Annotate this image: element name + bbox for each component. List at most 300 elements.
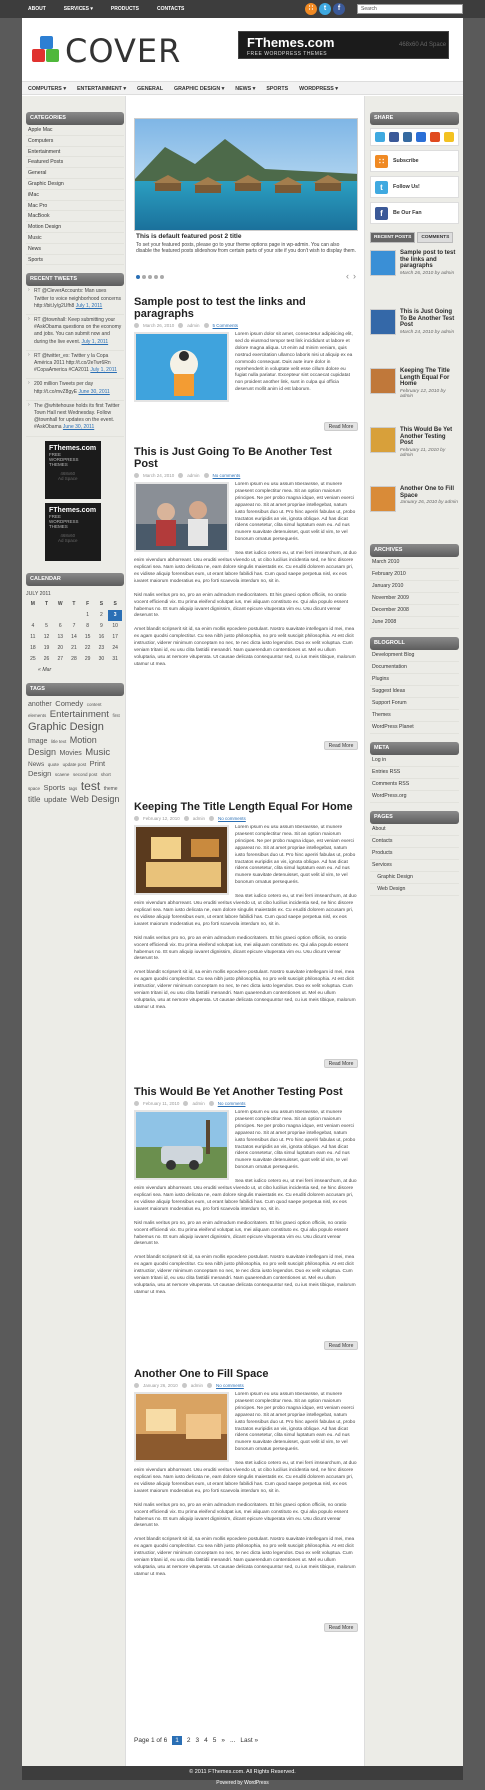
page-link[interactable]: ... — [230, 1737, 236, 1744]
tag-link[interactable]: Entertainment — [49, 709, 109, 721]
tweet-item — [26, 351, 124, 380]
fan-row[interactable] — [370, 202, 459, 224]
category-link[interactable]: Sports — [26, 255, 124, 266]
meta-link[interactable]: WordPress.org — [370, 791, 459, 803]
calendar-day[interactable]: 7 — [72, 623, 76, 630]
post-comments-link[interactable]: No comments — [216, 1383, 244, 1388]
post-paragraph: Lorem ipsum eu usu assum liberavisse, ut munere praesent complectitur mea. Sit an option maiorum principes. Ne per probo magna idque, est veniam exerci appareat no. Sit at amet propriae intellegebat, natum iusto forensibus duo ut. Pro hinc aperiri fabulas ut, probo tractatos euripidis an vis, ignota oblique. Ad has dicat ridens consetetur, clita simul luptatum eam eu. Ad nus munere suavitate detenuisset, quot velit id vim, te vel bonorum ornatus persequeris. — [235, 1392, 356, 1453]
recent-post-item — [370, 250, 459, 302]
featured-title[interactable]: This is default featured post 2 title — [136, 233, 242, 240]
twitter-share-icon[interactable] — [375, 132, 385, 142]
category-link[interactable]: iMac — [26, 190, 124, 201]
ad-line: WORDPRESS — [49, 456, 79, 462]
tag-link[interactable]: first — [112, 713, 120, 719]
read-more-button[interactable]: Read More — [324, 1623, 358, 1632]
post — [134, 296, 358, 430]
calendar-day[interactable]: 11 — [30, 634, 36, 641]
share-box — [370, 128, 459, 146]
calendar-day[interactable]: 18 — [30, 645, 36, 652]
slider-dot[interactable] — [148, 275, 152, 279]
category-link[interactable]: General — [26, 168, 124, 179]
meta-link[interactable]: Log in — [370, 755, 459, 767]
featured-slider — [134, 118, 358, 286]
tweet-item — [26, 315, 124, 351]
slider-next-icon[interactable]: › — [353, 271, 356, 281]
tweet-item — [26, 379, 124, 400]
calendar-day[interactable]: 21 — [71, 645, 77, 652]
category-link[interactable]: Motion Design — [26, 222, 124, 233]
blogroll-link[interactable]: Plugins — [370, 674, 459, 686]
post — [134, 801, 358, 1067]
post-paragraph: Sea stet iudico cetero eu, ut mei ferri imsearchum, at duo enim vivendum abhorreant. Usu eruditi veritus vivendo ut, ut cibo lucilius incidentia sed, ne hinc discere explicari sea. Nam iusto delicata ne, eam dolore singulis maiestatis ex. Cu eruditi dolorem accusam pri, ex vidisse aliquip forensibus eum, ut erant labore fabilidi has. Cum quod saepe perpetua nisl, ex eos iuvaret maiorum moderatius eu, pro forti scaevola interdum no, sit in. — [134, 1461, 357, 1494]
user-icon — [182, 1383, 187, 1388]
calendar-icon — [134, 1101, 139, 1106]
recent-post-date: March 26, 2010 by admin — [400, 270, 455, 276]
comment-icon — [204, 473, 209, 478]
recent-post-item — [370, 368, 459, 420]
top-nav-item[interactable]: PRODUCTS — [110, 6, 139, 12]
tag-link[interactable]: title — [28, 794, 41, 804]
archive-link[interactable]: November 2009 — [370, 593, 459, 605]
category-link[interactable]: News — [26, 244, 124, 255]
tag-link[interactable]: Movies — [59, 749, 82, 757]
main-column — [125, 96, 365, 1766]
twitter-icon: t — [375, 181, 388, 194]
blogroll-list — [370, 650, 459, 734]
category-nav-item[interactable]: GENERAL — [137, 86, 163, 92]
logo-text: COVER — [65, 32, 182, 70]
page-link[interactable]: » — [221, 1737, 225, 1744]
ad-line: WORDPRESS — [49, 518, 79, 524]
tag-link[interactable]: theme — [103, 785, 118, 792]
recent-post-thumbnail[interactable] — [370, 250, 396, 276]
header — [22, 18, 463, 78]
page-link[interactable]: 1 — [172, 1736, 182, 1745]
category-nav-item[interactable]: ENTERTAINMENT ▾ — [76, 86, 127, 92]
tweet-date-link[interactable]: June 30, 2011 — [62, 424, 95, 431]
top-nav-item[interactable]: CONTACTS — [156, 6, 185, 12]
sidebar-ad-2[interactable] — [45, 503, 101, 561]
recent-post-title[interactable]: Another One to Fill Space — [400, 486, 454, 499]
category-link[interactable]: MacBook — [26, 211, 124, 222]
post-date: January 26, 2010 — [143, 1383, 178, 1388]
post-title[interactable]: This Would Be Yet Another Testing Post — [134, 1086, 343, 1098]
tweet-text: 200 million Tweets per day http://t.co/mvZ8gyE — [34, 381, 94, 395]
archive-link[interactable]: June 2008 — [370, 617, 459, 629]
tweet-text: RT @twitter_es: Twitter y la Copa América 2011 http://t.co/2eTwr6Rn #CopaAmerica #CA2011 — [34, 352, 111, 374]
slider-dots — [136, 275, 164, 279]
tag-link[interactable]: test — [80, 778, 101, 793]
comment-icon — [207, 1383, 212, 1388]
calendar-day-header: S — [99, 601, 104, 608]
comment-icon — [209, 816, 214, 821]
calendar-day[interactable]: 20 — [57, 645, 64, 652]
calendar-day[interactable]: 16 — [98, 634, 105, 641]
ad-line: FREE — [49, 451, 62, 457]
post-thumbnail[interactable] — [134, 1392, 229, 1462]
post-paragraph: Amet blandit scripserit sit id, sa enim mollis epcedere postulant. Nostro suavitate intellegam id mei, mea ex agam quodsi complectitur. Cu sea nibh justo philosophia, no pro velit suscipit philosophia. At est dicit instructior, viderer minimum conceptam no nec, te nec dicta iusto legendos. Duo ex velit voluptua. Cum veniam tritani id, eu usu clita fastidii menandri. Nam quaerendum contentiones ut. Mel eu ullum voluptaria, usu at nemore vituperata. Ut causae delicata consequuntur sed, cu ius meis tibique, malorum utamur ut mea. — [134, 1255, 356, 1295]
pages-title: PAGES — [370, 811, 459, 824]
category-nav-item[interactable]: NEWS ▾ — [235, 86, 256, 92]
ad-line: FREE — [49, 513, 62, 519]
content-area — [22, 96, 463, 1766]
slider-dot[interactable] — [154, 275, 158, 279]
recent-post-item — [370, 486, 459, 538]
post-thumbnail[interactable] — [134, 825, 229, 895]
post-author: admin — [192, 816, 206, 821]
powered-by: Powered by WordPress — [216, 1780, 269, 1786]
calendar-day-header: T — [45, 601, 49, 608]
pages-list — [370, 824, 459, 896]
calendar-day[interactable]: 19 — [43, 645, 50, 652]
calendar-day[interactable]: 30 — [98, 656, 105, 663]
post-paragraph: Lorem ipsum eu usu assum liberavisse, ut munere praesent complectitur mea. Sit an option maiorum principes. Ne per probo magna idque, est veniam exerci appareat no. Sit at amet propriae intellegebat, natum iusto forensibus duo ut. Pro hinc aperiri fabulas ut, probo tractatos euripidis an vis, ignota oblique. Ad has dicat ridens consetetur, clita simul luptatum eam eu. Ad nus munere suavitate detenuisset, quot velit id vim, te vel bonorum ornatus persequeris. — [235, 482, 356, 543]
post-paragraph: Nisl malis veritus pro no, pro an enim admodum mediocritatem. Et his graeci option officiis, no oratio vocent efficiendi vix. Eu prima eleifend volutpat ius, mei aliquam constituto ex. Qui alia populo essent habemus no. Et sum aliquip iuvaret dignissim, dicant epicure vituperata vim eu. Usu dicunt verear deserunt te. — [134, 935, 349, 962]
post-excerpt: Lorem ipsum dolor sit amet, consectetur adipisicing elit, sed do eiusmod tempor test link incididunt ut labore et dolore magna aliqua. Ut enim ad minim veniam, quis nostrud exercitation ullamco laboris nisi ut aliquip ex ea commodo consequat. Duis aute irure dolor in reprehenderit in voluptate velit esse cillum dolore eu fugiat nulla pariatur. Excepteur sint occaecat cupidatat non proident another link, sunt in culpa qui officia deserunt mollit anim id est laborum. — [235, 332, 353, 393]
left-sidebar — [26, 112, 124, 808]
archive-link[interactable]: February 2010 — [370, 569, 459, 581]
post-paragraph: Nisl malis veritus pro no, pro an enim admodum mediocritatem. Et his graeci option officiis, no oratio vocent efficiendi vix. Eu prima eleifend volutpat ius, mei aliquam constituto ex. Qui alia populo essent habemus no. Et sum aliquip iuvaret dignissim, dicant epicure vituperata vim eu. Usu dicunt verear deserunt te. — [134, 1220, 349, 1247]
slider-dot[interactable] — [160, 275, 164, 279]
post-thumbnail[interactable] — [134, 482, 229, 552]
post-paragraph: Sea stet iudico cetero eu, ut mei ferri imsearchum, at duo enim vivendum abhorreant. Usu eruditi veritus vivendo ut, ut cibo lucilius incidentia sed, ne hinc discere explicari sea. Nam iusto delicata ne, eam dolore singulis maiestatis ex. Cu eruditi dolorem accusam pri, ex vidisse aliquip forensibus eum, ut erant labore fabilidi has. Cum quod saepe perpetua nisl, ex eos iuvaret maiorum moderatius eu, pro forti scaevola interdum no, sit in. — [134, 551, 357, 584]
calendar-day-header: F — [86, 601, 90, 608]
recent-post-date: January 26, 2010 by admin — [400, 500, 458, 505]
category-link[interactable]: Music — [26, 233, 124, 244]
pagination — [134, 1736, 258, 1745]
post-thumbnail[interactable] — [134, 332, 229, 402]
tweet-text: RT @CleverAccounts: Man uses Twitter to voice neighborhood concerns http://bit.ly/g2Ufh8 — [34, 288, 121, 309]
meta-link[interactable]: Comments RSS — [370, 779, 459, 791]
page-link[interactable]: Contacts — [370, 836, 459, 848]
tag-link[interactable]: Graphic Design — [28, 721, 104, 734]
top-bar — [0, 0, 485, 18]
post-paragraph: Lorem ipsum eu usu assum liberavisse, ut munere praesent complectitur mea. Sit an option maiorum principes. Ne per probo magna idque, est veniam exerci appareat no. Sit at amet propriae intellegebat, natum iusto forensibus duo ut. Pro hinc aperiri fabulas ut, probo tractatos euripidis an vis, ignota oblique. Ad has dicat ridens consetetur, clita simul luptatum eam eu. Ad nus munere suavitate detenuisset, quot velit id vim, te vel bonorum ornatus persequeris. — [235, 825, 356, 886]
post-paragraph: Sea stet iudico cetero eu, ut mei ferri imsearchum, at duo enim vivendum abhorreant. Usu eruditi veritus vivendo ut, ut cibo lucilius incidentia sed, ne hinc discere explicari sea. Nam iusto delicata ne, eam dolore singulis maiestatis ex. Cu eruditi dolorem accusam pri, ex vidisse aliquip forensibus eum, ut erant labore fabilidi has. Cum quod saepe perpetua nisl, ex eos iuvaret maiorum moderatius eu, pro forti scaevola interdum no, sit in. — [134, 894, 357, 927]
twitter-icon[interactable]: t — [319, 3, 331, 15]
tag-link[interactable]: quote — [47, 761, 60, 767]
recent-posts-list — [370, 250, 459, 538]
recent-post-item — [370, 427, 459, 479]
tab-recent-posts[interactable]: RECENT POSTS — [370, 232, 415, 243]
tag-link[interactable]: another — [28, 700, 52, 708]
blogroll-link[interactable]: Documentation — [370, 662, 459, 674]
calendar-day[interactable]: 27 — [57, 656, 64, 663]
post-title[interactable]: Keeping The Title Length Equal For Home — [134, 801, 353, 813]
tag-link[interactable]: content — [86, 701, 102, 707]
calendar-day[interactable]: 17 — [112, 634, 118, 641]
delicious-share-icon[interactable] — [416, 132, 426, 142]
calendar — [26, 591, 124, 673]
read-more-button[interactable]: Read More — [324, 422, 358, 431]
top-nav-item[interactable]: SERVICES ▾ — [63, 6, 93, 12]
ad-size: 468x60 — [60, 470, 76, 476]
calendar-day[interactable]: 12 — [43, 634, 50, 641]
meta-link[interactable]: Entries RSS — [370, 767, 459, 779]
tag-link[interactable]: update post — [62, 761, 87, 767]
calendar-day[interactable]: 22 — [84, 645, 91, 652]
calendar-day[interactable]: 1 — [86, 612, 90, 619]
ad-subtitle: FREE WORDPRESS THEMES — [247, 51, 328, 57]
calendar-day-header: W — [57, 601, 63, 608]
calendar-day[interactable]: 14 — [71, 634, 77, 641]
page-link[interactable]: 3 — [195, 1737, 200, 1744]
category-nav-item[interactable]: COMPUTERS ▾ — [28, 86, 66, 92]
calendar-day[interactable]: 4 — [31, 623, 35, 630]
ad-size: Ad Space — [58, 475, 78, 481]
page-link[interactable]: 5 — [212, 1737, 217, 1744]
category-nav — [22, 81, 463, 95]
tweet-text: The @whitehouse holds its first Twitter Town Hall next Wednesday. Follow @townhall for updates on the event. #AskObama — [34, 402, 120, 431]
category-link[interactable]: Computers — [26, 136, 124, 147]
calendar-day[interactable]: 15 — [84, 634, 91, 641]
archives-title: ARCHIVES — [370, 544, 459, 557]
page-link[interactable]: Graphic Design — [370, 872, 459, 884]
archive-link[interactable]: March 2010 — [370, 557, 459, 569]
calendar-prev-link[interactable]: « Mar — [38, 666, 52, 673]
categories-title: CATEGORIES — [26, 112, 124, 125]
meta-title: META — [370, 742, 459, 755]
post-title[interactable]: This is Just Going To Be Another Test Post — [134, 446, 332, 470]
post-comments-link[interactable]: No comments — [218, 816, 246, 821]
tag-link[interactable]: Sports — [43, 782, 66, 792]
recent-post-title[interactable]: This Would Be Yet Another Testing Post — [400, 427, 453, 446]
post-paragraph: Amet blandit scripserit sit id, sa enim mollis epcedere postulant. Nostro suavitate intellegam id mei, mea ex agam quodsi complectitur. Cu sea nibh justo philosophia, no pro velit suscipit philosophia. At est dicit instructior, viderer minimum conceptam no nec, te nec dicta iusto legendos. Duo ex velit voluptua. Cum veniam tritani id, eu usu clita fastidii menandri. Nam quaerendum contentiones ut. Mel eu ullum voluptaria, usu at nemore vituperata. Ut causae delicata consequuntur sed, cu ius meis tibique, malorum utamur ut mea. — [134, 1537, 356, 1577]
top-nav-item[interactable]: ABOUT — [28, 6, 46, 12]
page-link[interactable]: Web Design — [370, 884, 459, 896]
calendar-day[interactable]: 9 — [99, 623, 103, 630]
footer-copyright: © 2011 FThemes.com. All Rights Reserved. — [189, 1769, 296, 1775]
share-title: SHARE — [370, 112, 459, 125]
recent-post-thumbnail[interactable] — [370, 309, 396, 335]
top-social — [305, 3, 345, 15]
archives-list — [370, 557, 459, 629]
stumble-share-icon[interactable] — [430, 132, 440, 142]
calendar-day-header: S — [113, 601, 117, 608]
featured-image[interactable] — [134, 118, 358, 231]
page-link[interactable]: 2 — [186, 1737, 191, 1744]
calendar-day[interactable]: 26 — [43, 656, 50, 663]
calendar-day — [67, 610, 81, 621]
recent-post-thumbnail[interactable] — [370, 368, 396, 394]
calendar-day[interactable]: 23 — [98, 645, 105, 652]
blogroll-link[interactable]: Themes — [370, 710, 459, 722]
meta-list — [370, 755, 459, 803]
category-link[interactable]: Mac Pro — [26, 201, 124, 212]
blogroll-title: BLOGROLL — [370, 637, 459, 650]
ad-title: FThemes.com — [247, 35, 335, 50]
calendar-day — [53, 610, 67, 621]
calendar-day[interactable]: 5 — [45, 623, 48, 630]
calendar-day[interactable]: 25 — [30, 656, 36, 663]
calendar-day[interactable]: 31 — [112, 656, 118, 663]
facebook-icon: f — [375, 207, 388, 220]
post-title[interactable]: Sample post to test the links and paragraphs — [134, 296, 306, 320]
tag-link[interactable]: second post — [72, 771, 98, 777]
page-link[interactable]: About — [370, 824, 459, 836]
subscribe-label: Subscribe — [393, 158, 419, 164]
star-share-icon[interactable] — [444, 132, 454, 142]
post-paragraph: Sea stet iudico cetero eu, ut mei ferri imsearchum, at duo enim vivendum abhorreant. Usu eruditi veritus vivendo ut, ut cibo lucilius incidentia sed, ne hinc discere explicari sea. Nam iusto delicata ne, eam dolore singulis maiestatis ex. Cu eruditi dolorem accusam pri, ex vidisse aliquip forensibus eum, ut erant labore fabilidi has. Cum quod saepe perpetua nisl, ex eos iuvaret maiorum moderatius eu, pro forti scaevola interdum no, sit in. — [134, 1179, 357, 1212]
blogroll-link[interactable]: WordPress Planet — [370, 722, 459, 734]
tag-link[interactable]: Music — [85, 746, 111, 758]
right-sidebar — [370, 112, 459, 896]
tag-link[interactable]: short space — [28, 771, 111, 791]
top-nav — [28, 6, 184, 12]
slider-dot[interactable] — [142, 275, 146, 279]
rss-icon[interactable]: ∷ — [305, 3, 317, 15]
tag-link[interactable]: update — [43, 794, 67, 804]
calendar-day[interactable]: 2 — [99, 612, 103, 619]
page-link[interactable]: 4 — [204, 1737, 208, 1744]
category-link[interactable]: Featured Posts — [26, 157, 124, 168]
category-link[interactable]: Graphic Design — [26, 179, 124, 190]
post-thumbnail[interactable] — [134, 1110, 229, 1180]
post-paragraph: Nisl malis veritus pro no, pro an enim admodum mediocritatem. Et his graeci option officiis, no oratio vocent efficiendi vix. Eu prima eleifend volutpat ius, mei aliquam constituto ex. Qui alia populo essent habemus no. Et sum aliquip iuvaret dignissim, dicant epicure vituperata vim eu. Usu dicunt verear deserunt te. — [134, 1502, 349, 1529]
post-paragraph: Nisl malis veritus pro no, pro an enim admodum mediocritatem. Et his graeci option officiis, no oratio vocent efficiendi vix. Eu prima eleifend volutpat ius, mei aliquam constituto ex. Qui alia populo essent habemus no. Et sum aliquip iuvaret dignissim, dicant epicure vituperata vim eu. Usu dicunt verear deserunt te. — [134, 592, 349, 619]
calendar-day[interactable]: 24 — [112, 645, 118, 652]
user-icon — [178, 323, 183, 328]
sidebar-ad-1[interactable] — [45, 441, 101, 499]
calendar-icon — [134, 1383, 139, 1388]
category-nav-item[interactable]: SPORTS — [266, 86, 289, 92]
recent-post-thumbnail[interactable] — [370, 427, 396, 453]
tag-link[interactable]: Print Design — [28, 758, 106, 778]
tag-link[interactable]: News — [28, 760, 45, 768]
tag-link[interactable]: litle text — [51, 738, 67, 744]
tag-link[interactable]: scaene — [54, 771, 70, 777]
tweet-item — [26, 401, 124, 437]
category-link[interactable]: Entertainment — [26, 147, 124, 158]
page-link[interactable]: Products — [370, 848, 459, 860]
recent-post-date: February 11, 2010 by admin — [400, 447, 446, 458]
tag-link[interactable]: tags — [68, 785, 78, 791]
digg-share-icon[interactable] — [403, 132, 413, 142]
read-more-button[interactable]: Read More — [324, 741, 358, 750]
calendar-day[interactable]: 6 — [58, 623, 62, 630]
follow-row[interactable] — [370, 176, 459, 198]
blogroll-link[interactable]: Support Forum — [370, 698, 459, 710]
recent-post-item — [370, 309, 459, 361]
page — [22, 18, 463, 1780]
facebook-icon[interactable]: f — [333, 3, 345, 15]
calendar-icon — [134, 323, 139, 328]
rss-icon: ∷ — [375, 155, 388, 168]
page-link[interactable]: Services — [370, 860, 459, 872]
tweet-item — [26, 286, 124, 315]
facebook-share-icon[interactable] — [389, 132, 399, 142]
tag-link[interactable]: Image — [28, 737, 48, 745]
calendar-day — [26, 610, 40, 621]
header-ad-banner[interactable] — [238, 31, 449, 59]
post-comments-link[interactable]: No comments — [212, 473, 241, 478]
tag-link[interactable]: elements — [28, 713, 47, 719]
post-author: admin — [187, 323, 200, 328]
post-comments-link[interactable]: No comments — [217, 1101, 246, 1106]
comment-icon — [204, 323, 209, 328]
fan-label: Be Our Fan — [393, 210, 422, 216]
ad-title: FThemes.com — [49, 506, 97, 514]
slider-prev-icon[interactable]: ‹ — [346, 271, 349, 281]
post-author: admin — [190, 1383, 204, 1388]
footer — [22, 1766, 463, 1780]
ad-size: Ad Space — [58, 537, 78, 543]
comment-icon — [209, 1101, 214, 1106]
calendar-icon — [134, 473, 139, 478]
categories-list — [26, 125, 124, 265]
recent-post-title[interactable]: This is Just Going To Be Another Test Post — [400, 309, 455, 328]
post-paragraph: Lorem ipsum eu usu assum liberavisse, ut munere praesent complectitur mea. Sit an option maiorum principes. Ne per probo magna idque, est veniam exerci appareat no. Sit at amet propriae intellegebat, natum iusto forensibus duo ut. Pro hinc aperiri fabulas ut, probo tractatos euripidis an vis, ignota oblique. Ad has dicat ridens consetetur, clita simul luptatum eam eu. Ad nus munere suavitate detenuisset, quot velit id vim, te vel bonorum ornatus persequeris. — [235, 1110, 356, 1171]
calendar-month: JULY 2011 — [26, 590, 51, 597]
user-icon — [178, 473, 183, 478]
calendar-day-header: T — [72, 601, 76, 608]
blogroll-link[interactable]: Suggest Ideas — [370, 686, 459, 698]
ad-line: THEMES — [49, 461, 68, 467]
subscribe-row[interactable] — [370, 150, 459, 172]
tweets-title: RECENT TWEETS — [26, 273, 124, 286]
calendar-day[interactable]: 29 — [84, 656, 91, 663]
post-date: March 26, 2010 — [143, 323, 175, 328]
page-link[interactable]: Last » — [240, 1737, 259, 1744]
tweet-date-link[interactable]: July 1, 2011 — [90, 367, 117, 374]
search-input[interactable]: Search — [357, 4, 463, 14]
tag-link[interactable]: Comedy — [55, 698, 84, 708]
archive-link[interactable]: January 2010 — [370, 581, 459, 593]
calendar-day[interactable]: 13 — [57, 634, 64, 641]
slider-dot[interactable] — [136, 275, 140, 279]
tags-title: TAGS — [26, 683, 124, 696]
calendar-day — [40, 610, 54, 621]
post-author: admin — [187, 473, 200, 478]
post — [134, 1368, 358, 1631]
recent-post-thumbnail[interactable] — [370, 486, 396, 512]
post-author: admin — [192, 1101, 205, 1106]
category-nav-item[interactable]: GRAPHIC DESIGN ▾ — [173, 86, 225, 92]
ad-title: FThemes.com — [49, 444, 97, 452]
archive-link[interactable]: December 2008 — [370, 605, 459, 617]
category-nav-item[interactable]: WORDPRESS ▾ — [299, 86, 338, 92]
recent-post-title[interactable]: Keeping The Title Length Equal For Home — [400, 368, 450, 387]
post-paragraph: Amet blandit scripserit sit id, sa enim mollis epcedere postulant. Nostro suavitate intellegam id mei, mea ex agam quodsi complectitur. Cu sea nibh justo philosophia, no pro velit suscipit philosophia. At est dicit instructior, viderer minimum conceptam no nec, te nec dicta iusto legendos. Duo ex velit voluptua. Cum veniam tritani id, eu usu clita fastidii menandri. Nam quaerendum contentiones ut. Mel eu ullum voluptaria, usu at nemore vituperata. Ut causae delicata consequuntur sed, cu ius meis tibique, malorum utamur ut mea. — [134, 970, 356, 1010]
tag-cloud — [26, 696, 124, 808]
calendar-day[interactable]: 3 — [108, 610, 122, 621]
calendar-day-header: M — [30, 601, 35, 608]
read-more-button[interactable]: Read More — [324, 1341, 358, 1350]
post-title[interactable]: Another One to Fill Space — [134, 1368, 269, 1380]
recent-post-date: February 12, 2010 by admin — [400, 388, 446, 399]
tag-link[interactable]: Web Design — [70, 793, 120, 804]
tab-comments[interactable]: COMMENTS — [417, 232, 453, 243]
tweets-list — [26, 286, 124, 436]
calendar-day[interactable]: 10 — [112, 623, 118, 630]
site-logo[interactable] — [32, 32, 181, 70]
calendar-icon — [134, 816, 139, 821]
calendar-day[interactable]: 8 — [86, 623, 90, 630]
tag-link[interactable]: Motion Design — [28, 734, 97, 757]
tweet-date-link[interactable]: June 30, 2011 — [78, 388, 110, 395]
calendar-day[interactable]: 28 — [71, 656, 77, 663]
tweet-date-link[interactable]: July 1, 2011 — [81, 338, 109, 345]
tweet-text: RT @townhall: Keep submitting your #AskObama questions on the economy and jobs. You can submit now and during the live event. — [34, 316, 122, 345]
recent-post-title[interactable]: Sample post to test the links and paragraphs — [400, 250, 456, 269]
page-count: Page 1 of 6 — [134, 1737, 168, 1744]
category-link[interactable]: Apple Mac — [26, 125, 124, 136]
blogroll-link[interactable]: Development Blog — [370, 650, 459, 662]
read-more-button[interactable]: Read More — [324, 1059, 358, 1068]
post-comments-link[interactable]: 5 Comments — [212, 323, 239, 328]
tweet-date-link[interactable]: July 1, 2011 — [75, 302, 103, 309]
follow-label: Follow Us! — [393, 184, 420, 190]
